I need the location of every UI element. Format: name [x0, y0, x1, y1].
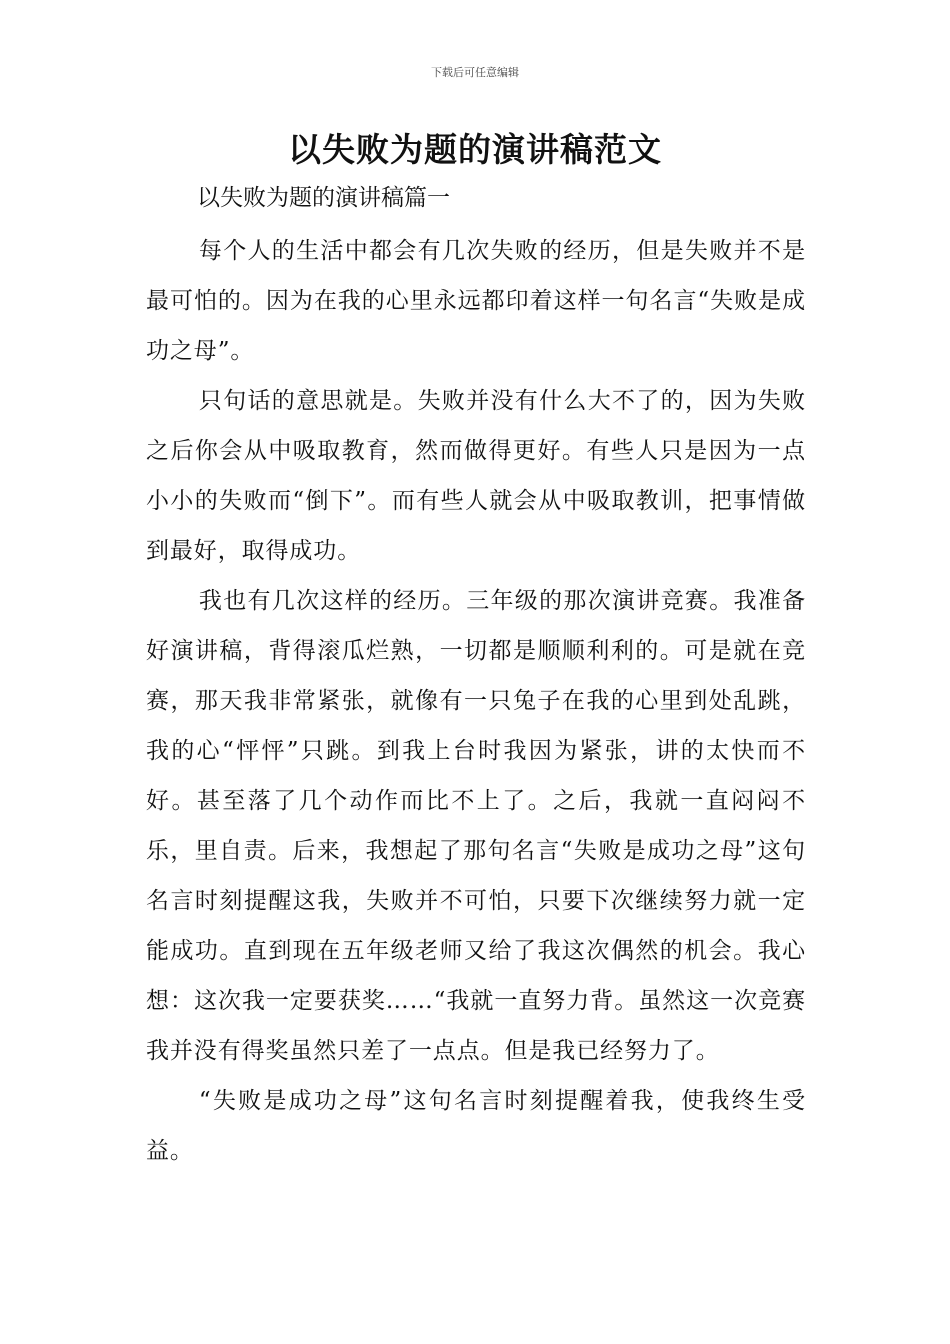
- document-subtitle: 以失败为题的演讲稿篇一: [197, 185, 450, 211]
- document-title: 以失败为题的演讲稿范文: [288, 130, 662, 169]
- paragraph-1: 每个人的生活中都会有几次失败的经历，但是失败并不是最可怕的。因为在我的心里永远都印着这样一句名言“失败是成功之母”。: [146, 238, 806, 364]
- paragraph-2: 只句话的意思就是。失败并没有什么大不了的，因为失败之后你会从中吸取教育，然而做得更好。有些人只是因为一点小小的失败而“倒下”。而有些人就会从中吸取教训，把事情做到最好，取得成功。: [146, 388, 806, 564]
- page-header-note: 下载后可任意编辑: [431, 66, 519, 79]
- document-body: [146, 226, 806, 1176]
- paragraph-3: 我也有几次这样的经历。三年级的那次演讲竞赛。我准备好演讲稿，背得滚瓜烂熟，一切都是顺顺利利的。可是就在竞赛，那天我非常紧张，就像有一只兔子在我的心里到处乱跳，我的心“怦怦”只跳。到我上台时我因为紧张，讲的太快而不好。甚至落了几个动作而比不上了。之后，我就一直闷闷不乐，里自责。后来，我想起了那句名言“失败是成功之母”这句名言时刻提醒这我，失败并不可怕，只要下次继续努力就一定能成功。直到现在五年级老师又给了我这次偶然的机会。我心想：这次我一定要获奖……“我就一直努力背。虽然这一次竞赛我并没有得奖虽然只差了一点点。但是我已经努力了。: [146, 588, 806, 1064]
- paragraph-4: “失败是成功之母”这句名言时刻提醒着我，使我终生受益。: [146, 1088, 806, 1164]
